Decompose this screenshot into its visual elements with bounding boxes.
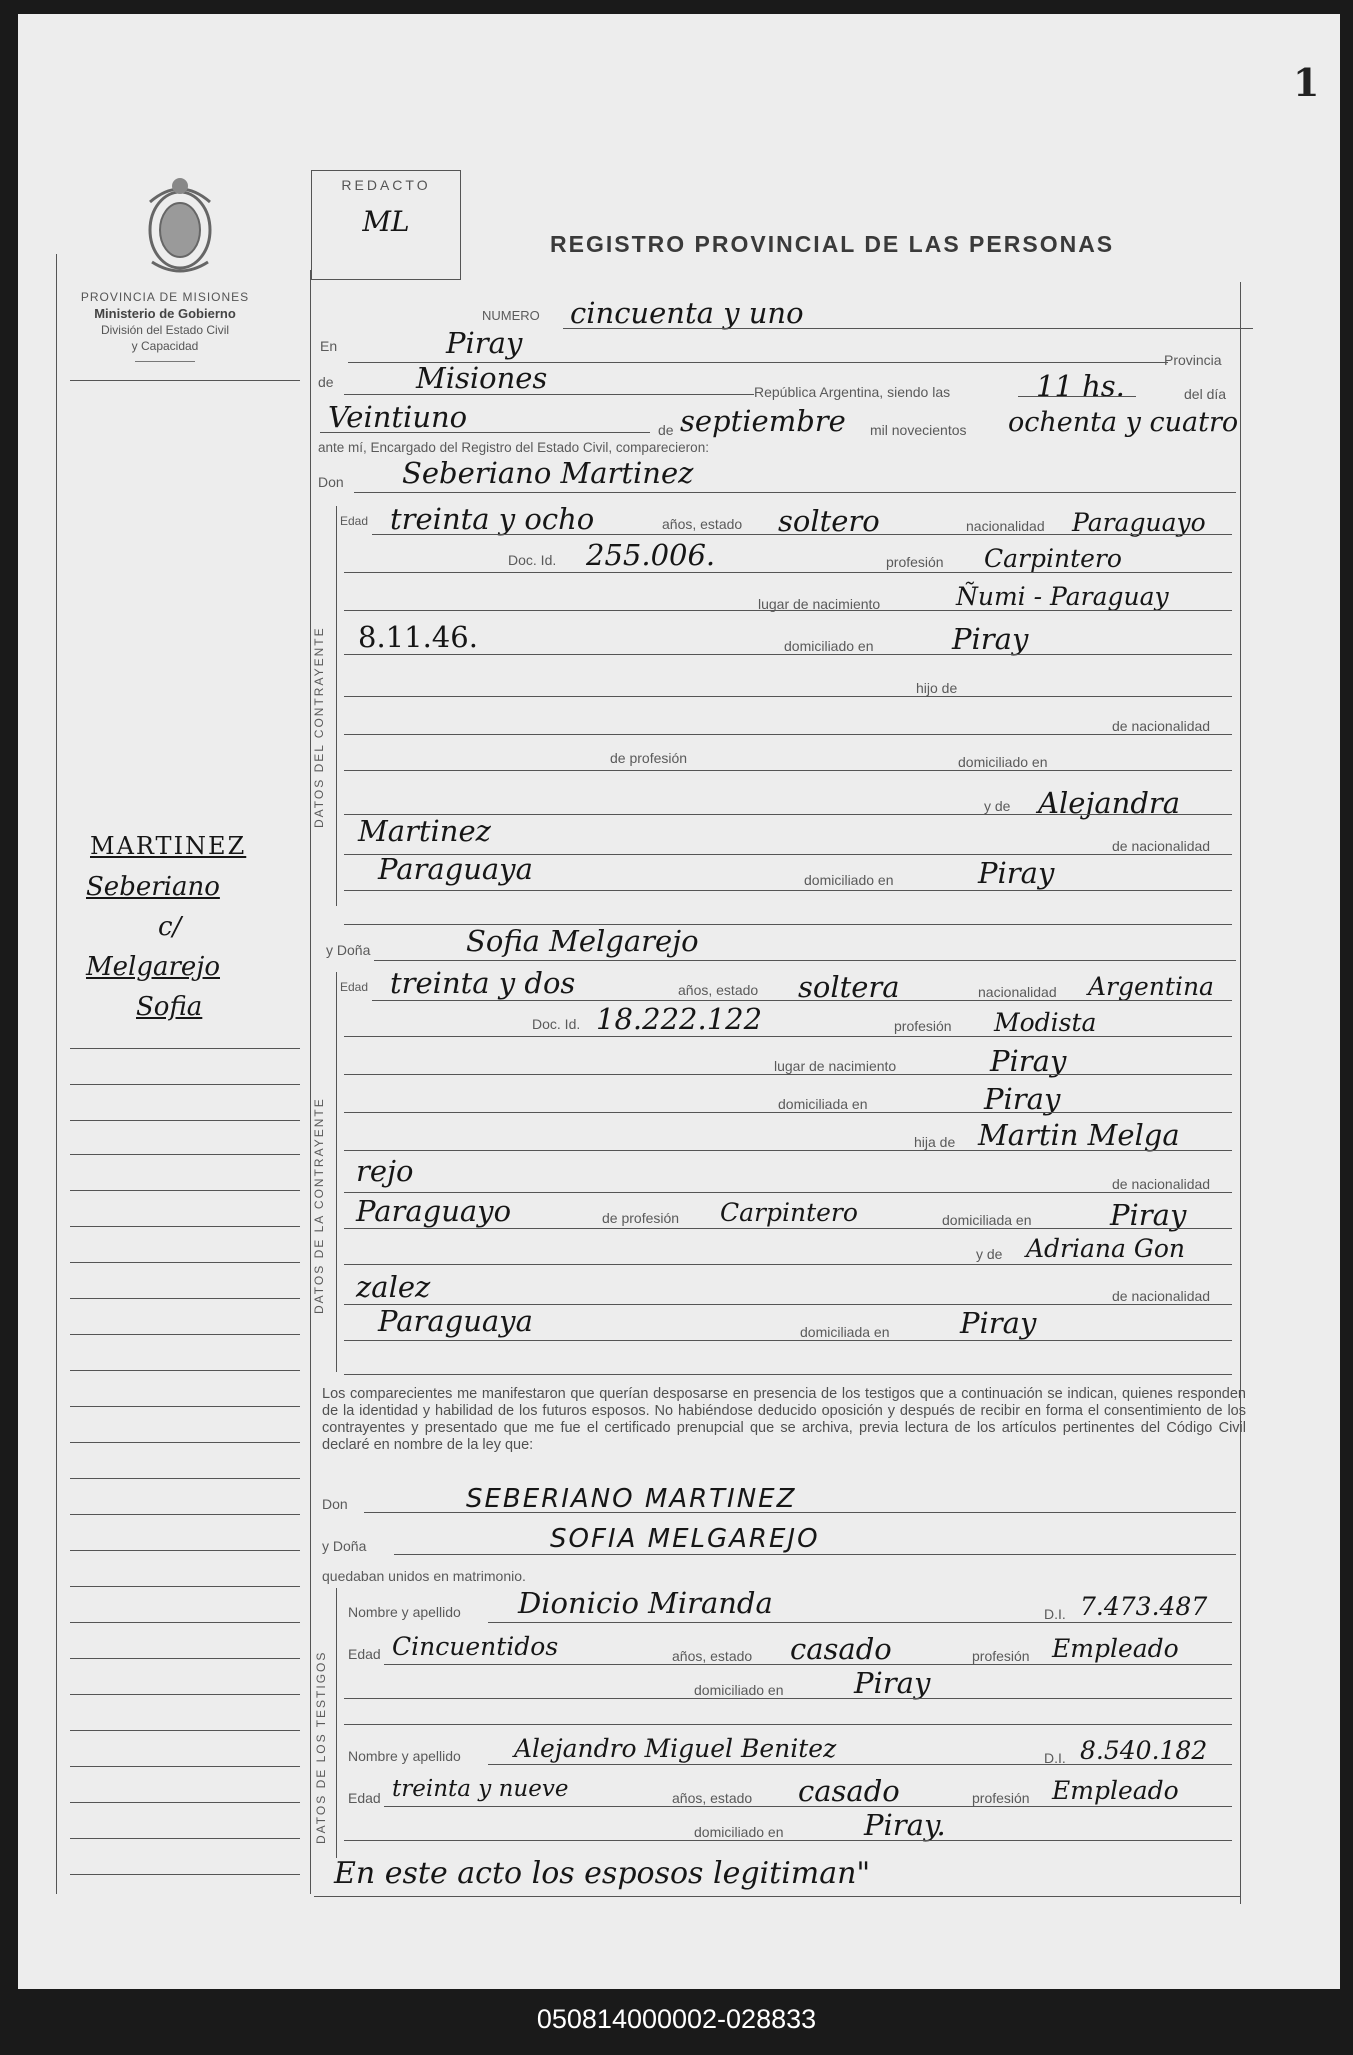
bride-doc-label: Doc. Id.	[532, 1016, 581, 1032]
bride-padre-prof-label: de profesión	[602, 1210, 680, 1226]
groom-domicilio: Piray	[952, 622, 1029, 656]
groom-madre-2: Martinez	[358, 814, 491, 848]
bride-madre-dom: Piray	[960, 1306, 1037, 1340]
groom-madre-nac-label: de nacionalidad	[1112, 838, 1211, 854]
declaration-paragraph: Los comparecientes me manifestaron que querían desposarse en presencia de los testigos que a continuación se indican, quienes responden de la identidad y habilidad de los futuros esposos. No habiéndose deducido oposición y después de recibir en forma el consentimiento de los contrayentes y presentado que me fue el certificado prenupcial que se archiva, previa lectura de los artículos pertinentes del Código Civil declaré en nombre de la ley que:	[322, 1386, 1246, 1453]
bride-profesion: Modista	[994, 1008, 1097, 1037]
closing-line: En este acto los esposos legitiman"	[334, 1856, 871, 1891]
bride-padre-1: Martin Melga	[978, 1118, 1180, 1152]
t2-nombre-label: Nombre y apellido	[348, 1748, 461, 1764]
t1-nombre: Dionicio Miranda	[518, 1586, 773, 1620]
province-header	[70, 290, 260, 362]
bride-y-de-label: y de	[976, 1246, 1003, 1262]
republica-label: República Argentina, siendo las	[754, 384, 951, 400]
mil-novecientos-label: mil novecientos	[870, 422, 967, 438]
provincia-label: Provincia	[1164, 352, 1222, 368]
margin-note-groom: Seberiano	[86, 872, 220, 902]
numero-value: cincuenta y uno	[570, 296, 804, 330]
t1-anos-label: años, estado	[672, 1648, 753, 1664]
de-value: Misiones	[416, 361, 548, 395]
groom-hijo-label: hijo de	[916, 680, 958, 696]
bride-doc: 18.222.122	[596, 1002, 763, 1036]
t2-dom-label: domiciliado en	[694, 1824, 784, 1840]
groom-profesion: Carpintero	[984, 544, 1122, 573]
t2-edad-label: Edad	[348, 1790, 381, 1806]
capacity-name: y Capacidad	[131, 339, 199, 353]
decl-don-label: Don	[322, 1496, 348, 1512]
bride-padre-2: rejo	[356, 1154, 414, 1188]
margin-note-bride-surname: Melgarejo	[86, 952, 220, 982]
t2-profesion: Empleado	[1052, 1776, 1179, 1805]
decl-don-value: SEBERIANO MARTINEZ	[466, 1484, 797, 1514]
t1-di-label: D.I.	[1044, 1606, 1066, 1622]
bride-hija-label: hija de	[914, 1134, 956, 1150]
y-dona-label: y Doña	[326, 942, 371, 958]
division-name: División del Estado Civil	[100, 323, 230, 337]
bride-lugar-label: lugar de nacimiento	[774, 1058, 897, 1074]
t2-di: 8.540.182	[1080, 1736, 1208, 1765]
don-value: Seberiano Martinez	[402, 456, 694, 490]
bride-madre-nac: Paraguaya	[378, 1304, 533, 1338]
groom-lugar-label: lugar de nacimiento	[758, 596, 881, 612]
anio-value: ochenta y cuatro	[1008, 407, 1239, 438]
groom-padre-nac-label: de nacionalidad	[1112, 718, 1211, 734]
groom-prof-label: profesión	[886, 554, 944, 570]
t1-dom-label: domiciliado en	[694, 1682, 784, 1698]
bride-domicilio: Piray	[984, 1082, 1061, 1116]
t1-edad-label: Edad	[348, 1646, 381, 1662]
bride-padre-prof: Carpintero	[720, 1198, 858, 1227]
groom-madre-nac: Paraguaya	[378, 852, 533, 886]
barcode-text: 050814000002-028833	[536, 2004, 817, 2034]
bride-nacionalidad: Argentina	[1088, 972, 1214, 1001]
de-mes-label: de	[658, 422, 674, 438]
t2-prof-label: profesión	[972, 1790, 1030, 1806]
mes-value: septiembre	[680, 404, 846, 438]
groom-lugar: Ñumi - Paraguay	[956, 582, 1169, 611]
en-label: En	[320, 338, 338, 354]
groom-section-label: DATOS DEL CONTRAYENTE	[312, 626, 326, 828]
t1-edad: Cincuentidos	[392, 1632, 559, 1661]
groom-doc-label: Doc. Id.	[508, 552, 557, 568]
groom-madre-dom-label: domiciliado en	[804, 872, 894, 888]
bride-madre-2: zalez	[356, 1270, 431, 1304]
groom-nacionalidad: Paraguayo	[1072, 508, 1206, 537]
bride-estado: soltera	[798, 970, 900, 1004]
bride-madre-1: Adriana Gon	[1026, 1234, 1185, 1263]
groom-nac-label: nacionalidad	[966, 518, 1045, 534]
don-label: Don	[318, 474, 344, 490]
bride-edad-label: Edad	[340, 980, 369, 994]
del-dia-label: del día	[1184, 386, 1227, 402]
groom-doc: 255.006.	[586, 538, 716, 572]
redacto-label: REDACTO	[341, 177, 431, 193]
groom-estado: soltero	[778, 504, 880, 538]
bride-prof-label: profesión	[894, 1018, 952, 1034]
groom-fecha: 8.11.46.	[358, 620, 478, 654]
ministry-name: Ministerio de Gobierno	[94, 306, 236, 321]
groom-padre-prof-label: de profesión	[610, 750, 688, 766]
bride-lugar: Piray	[990, 1044, 1067, 1078]
bride-section-label: DATOS DE LA CONTRAYENTE	[312, 1097, 326, 1314]
bride-anos-label: años, estado	[678, 982, 759, 998]
province-name: PROVINCIA DE MISIONES	[80, 290, 250, 304]
groom-y-de-label: y de	[984, 798, 1011, 814]
bride-padre-dom: Piray	[1110, 1198, 1187, 1232]
bride-padre-dom-label: domiciliada en	[942, 1212, 1032, 1228]
de-label: de	[318, 374, 334, 390]
groom-edad-label: Edad	[340, 514, 369, 528]
t1-nombre-label: Nombre y apellido	[348, 1604, 461, 1620]
t1-domicilio: Piray	[854, 1666, 931, 1700]
bride-madre-dom-label: domiciliada en	[800, 1324, 890, 1340]
redacto-box	[311, 170, 461, 280]
t2-di-label: D.I.	[1044, 1750, 1066, 1766]
document-page	[18, 14, 1340, 1989]
decl-dona-value: SOFIA MELGAREJO	[550, 1524, 820, 1554]
coat-of-arms-icon	[138, 172, 222, 280]
groom-edad: treinta y ocho	[390, 502, 595, 536]
t1-profesion: Empleado	[1052, 1634, 1179, 1663]
bride-madre-nac-label: de nacionalidad	[1112, 1288, 1211, 1304]
t2-anos-label: años, estado	[672, 1790, 753, 1806]
t2-estado: casado	[798, 1774, 900, 1808]
groom-madre-dom: Piray	[978, 856, 1055, 890]
witness-section-label: DATOS DE LOS TESTIGOS	[314, 1650, 328, 1844]
redacto-initials: ML	[362, 205, 410, 238]
t2-nombre: Alejandro Miguel Benitez	[514, 1734, 837, 1763]
page-number: 1	[1293, 60, 1320, 105]
quedaban-label: quedaban unidos en matrimonio.	[322, 1568, 526, 1584]
t1-prof-label: profesión	[972, 1648, 1030, 1664]
groom-madre-1: Alejandra	[1038, 786, 1181, 820]
registry-title: REGISTRO PROVINCIAL DE LAS PERSONAS	[550, 231, 1115, 257]
margin-note-surname: MARTINEZ	[90, 832, 247, 860]
bride-edad: treinta y dos	[390, 966, 576, 1000]
groom-padre-dom-label: domiciliado en	[958, 754, 1048, 770]
bride-nac-label: nacionalidad	[978, 984, 1057, 1000]
t2-domicilio: Piray.	[864, 1808, 946, 1842]
decl-dona-label: y Doña	[322, 1538, 367, 1554]
encargado-label: ante mí, Encargado del Registro del Estado Civil, comparecieron:	[318, 440, 709, 455]
bride-padre-nac-label: de nacionalidad	[1112, 1176, 1211, 1192]
t1-estado: casado	[790, 1632, 892, 1666]
t1-di: 7.473.487	[1080, 1592, 1208, 1621]
dona-value: Sofia Melgarejo	[466, 924, 699, 958]
groom-dom-label: domiciliado en	[784, 638, 874, 654]
hora-value: 11 hs.	[1036, 369, 1125, 403]
dia-value: Veintiuno	[328, 400, 468, 434]
groom-anos-label: años, estado	[662, 516, 743, 532]
numero-label: NUMERO	[482, 308, 540, 323]
en-value: Piray	[446, 326, 523, 360]
margin-note-bride: Sofia	[136, 992, 203, 1022]
bride-padre-nac: Paraguayo	[356, 1194, 512, 1228]
bride-dom-label: domiciliada en	[778, 1096, 868, 1112]
margin-note-with: c/	[158, 912, 182, 942]
t2-edad: treinta y nueve	[392, 1776, 569, 1802]
